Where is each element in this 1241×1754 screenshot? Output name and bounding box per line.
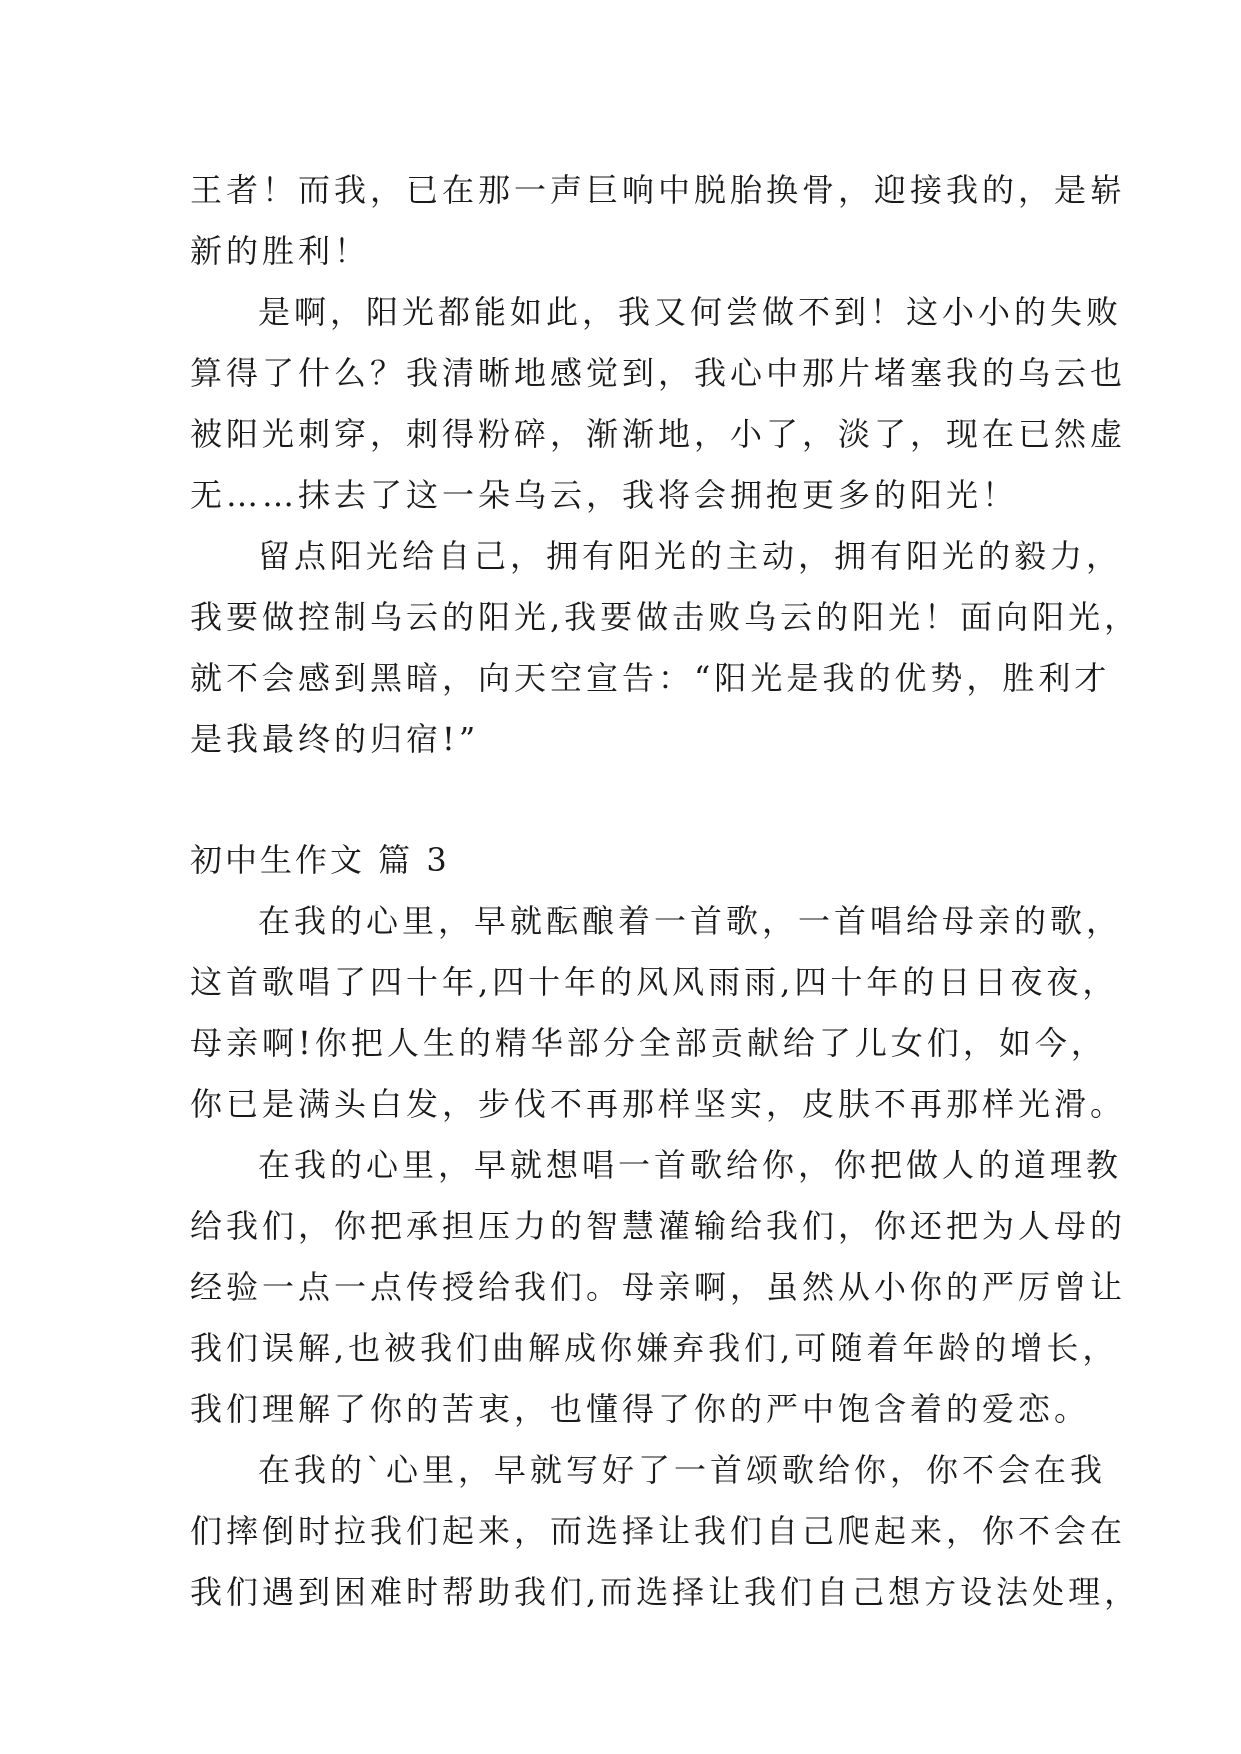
text-line: 这首歌唱了四十年,四十年的风风雨雨,四十年的日日夜夜， [190, 963, 1119, 1001]
paragraph [190, 1135, 1127, 1440]
text-line: 我们理解了你的苦衷，也懂得了你的严中饱含着的爱恋。 [190, 1390, 1091, 1428]
paragraph [190, 160, 1127, 282]
text-line: 母亲啊!你把人生的精华部分全部贡献给了儿女们，如今， [190, 1024, 1107, 1062]
paragraph [190, 282, 1127, 526]
essay-section-3 [190, 830, 1141, 1623]
text-line: 在我的心里，早就酝酿着一首歌，一首唱给母亲的歌， [258, 902, 1123, 940]
section-gap [190, 770, 1070, 830]
text-line: 我们遇到困难时帮助我们,而选择让我们自己想方设法处理， [190, 1573, 1141, 1611]
text-line: 经验一点一点传授给我们。母亲啊，虽然从小你的严厉曾让 [190, 1268, 1127, 1306]
text-line: 无……抹去了这一朵乌云，我将会拥抱更多的阳光！ [190, 476, 1019, 514]
paragraph [190, 526, 1141, 770]
text-line: 被阳光刺穿，刺得粉碎，渐渐地，小了，淡了，现在已然虚 [190, 415, 1127, 453]
text-line: 是我最终的归宿!” [190, 720, 480, 758]
paragraph [190, 891, 1127, 1135]
text-line: 算得了什么？我清晰地感觉到，我心中那片堵塞我的乌云也 [190, 354, 1127, 392]
text-line: 们摔倒时拉我们起来，而选择让我们自己爬起来，你不会在 [190, 1512, 1127, 1550]
text-line: 我要做控制乌云的阳光,我要做击败乌云的阳光！面向阳光， [190, 598, 1141, 636]
text-line: 新的胜利！ [190, 232, 371, 270]
text-line: 就不会感到黑暗，向天空宣告：“阳光是我的优势，胜利才 [190, 659, 1111, 697]
text-line: 在我的心里，早就想唱一首歌给你，你把做人的道理教 [258, 1146, 1123, 1184]
text-line: 在我的`心里，早就写好了一首颂歌给你，你不会在我 [258, 1451, 1107, 1489]
text-line: 留点阳光给自己，拥有阳光的主动，拥有阳光的毅力， [258, 537, 1123, 575]
previous-essay-section [190, 160, 1141, 770]
section-heading: 初中生作文 篇 3 [190, 841, 450, 879]
paragraph [190, 1440, 1141, 1623]
text-line: 是啊，阳光都能如此，我又何尝做不到！这小小的失败 [258, 293, 1123, 331]
text-line: 你已是满头白发，步伐不再那样坚实，皮肤不再那样光滑。 [190, 1085, 1127, 1123]
text-line: 王者！而我，已在那一声巨响中脱胎换骨，迎接我的，是崭 [190, 171, 1127, 209]
text-line: 给我们，你把承担压力的智慧灌输给我们，你还把为人母的 [190, 1207, 1127, 1245]
document-page [190, 160, 1141, 1623]
text-line: 我们误解,也被我们曲解成你嫌弃我们,可随着年龄的增长， [190, 1329, 1119, 1367]
